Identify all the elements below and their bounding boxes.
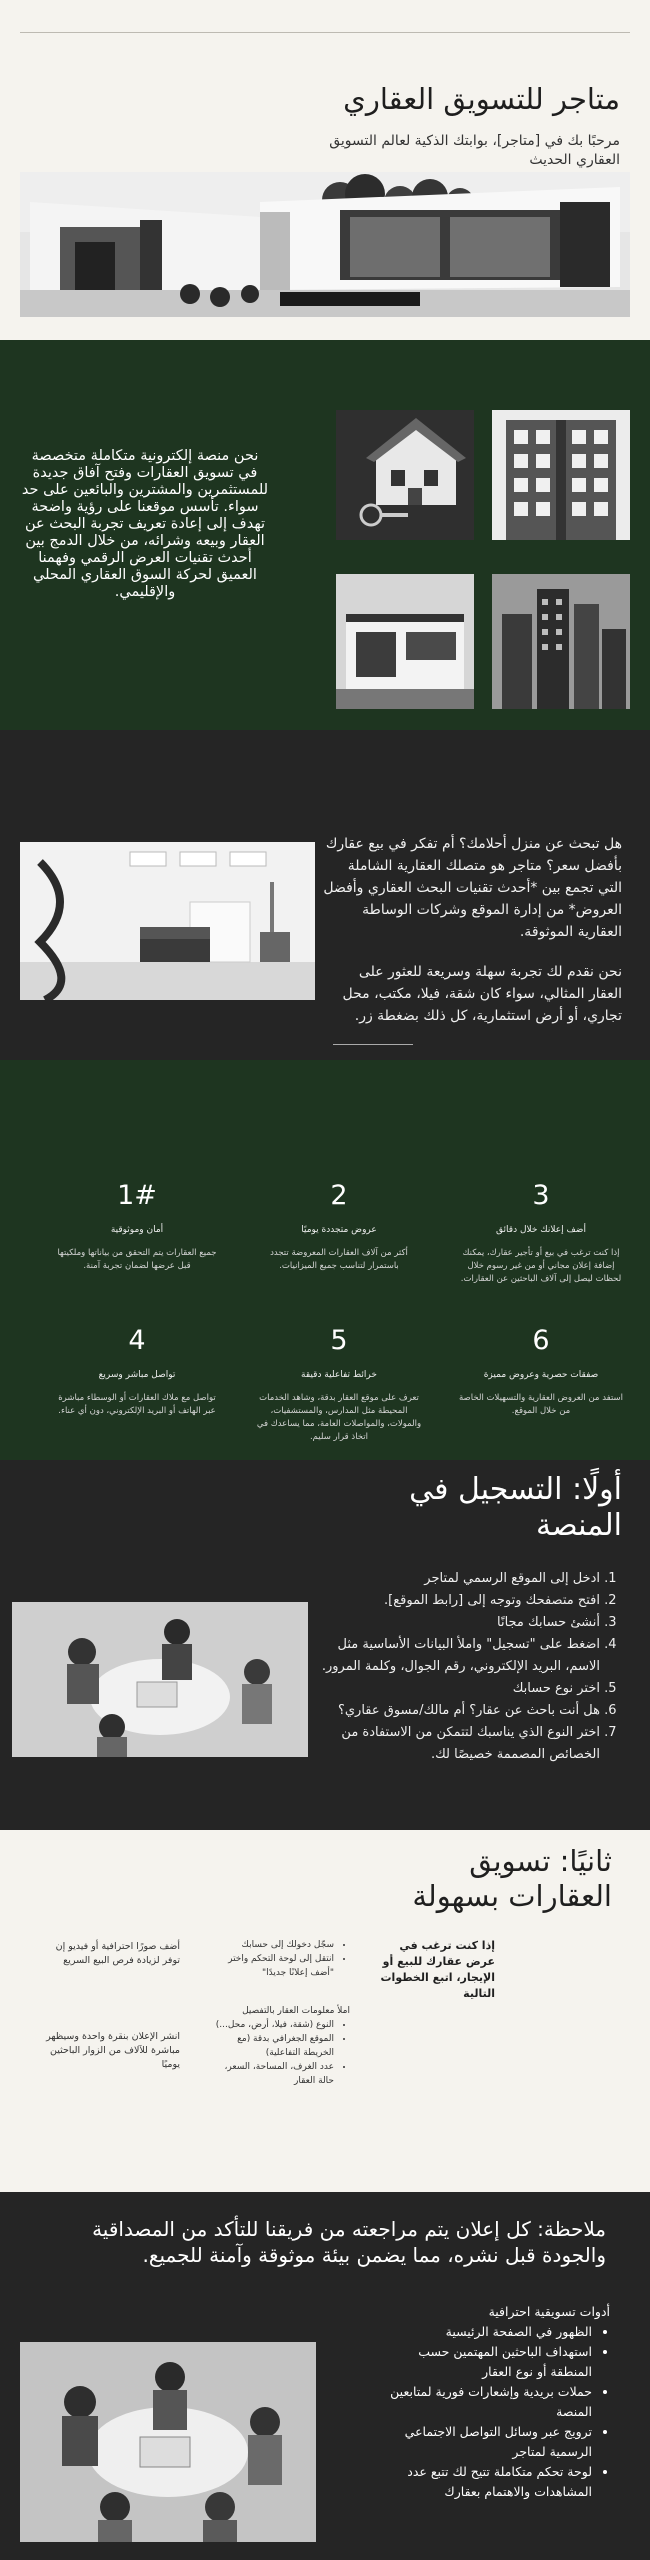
decorative-underline: [333, 1044, 413, 1045]
intro-text-block: [322, 833, 622, 1027]
feature-item: [52, 1325, 222, 1418]
house-keys-photo: [336, 410, 474, 540]
list-item: • انتقل إلى لوحة التحكم واختر "أضف إعلانًا جديدًا": [210, 1952, 334, 1980]
tools-title: أدوات تسويقية احترافية: [488, 2304, 610, 2319]
feature-number: 5: [330, 1325, 348, 1356]
list-item: • الظهور في الصفحة الرئيسية: [375, 2322, 592, 2342]
feature-item: [456, 1325, 626, 1418]
hero-subtitle: مرحبًا بك في [متاجر]، بوابتك الذكية لعالم التسويق العقاري الحديث: [329, 133, 620, 168]
feature-title: عروض متجددة يوميًا: [301, 1225, 377, 1235]
feature-description: أكثر من آلاف العقارات المعروضة تتجدد باستمرار لتناسب جميع الميزانيات.: [270, 1248, 408, 1271]
feature-title: صفقات حصرية وعروض مميزة: [483, 1370, 599, 1380]
feature-title: خرائط تفاعلية دقيقة: [301, 1370, 377, 1380]
living-room-photo: [20, 842, 315, 1000]
list-item: 6. هل أنت باحث عن عقار؟ أم مالك/مسوق عقاري؟: [316, 1700, 600, 1722]
feature-item: [456, 1180, 626, 1286]
feature-description: تعرف على موقع العقار بدقة، وشاهد الخدمات المحيطة مثل المدارس، والمستشفيات، والمولات، والمواصلات العامة، مما يساعدك في اتخاذ قرار سليم.: [256, 1393, 422, 1442]
tools-block: [375, 2302, 610, 2502]
page-title: متاجر للتسويق العقاري: [343, 82, 620, 116]
modern-villa-photo: [336, 574, 474, 709]
feature-description: جميع العقارات يتم التحقق من بياناتها وملكيتها قبل عرضها لضمان تجربة آمنة.: [57, 1248, 217, 1271]
list-item: • ترويج عبر وسائل التواصل الاجتماعي الرسمية لمتاجر: [375, 2422, 592, 2462]
list-item: • الموقع الجغرافي بدقة (مع الخريطة التفاعلية): [210, 2032, 334, 2060]
list-item: 5. اختر نوع حسابك: [316, 1678, 600, 1700]
list-item: 2. افتح متصفحك وتوجه إلى [رابط الموقع].: [316, 1590, 600, 1612]
photos-tip: أضف صورًا احترافية أو فيديو إن توفر لزيادة فرص البيع السريع: [55, 1941, 180, 1966]
registration-section: [0, 1460, 650, 1830]
intro-paragraph-1: هل تبحث عن منزل أحلامك؟ أم تفكر في بيع عقارك بأفضل سعر؟ متاجر هو متصلك العقارية الشاملة التي تجمع بين *أحدث تقنيات البحث العقاري وأفضل العروض* من إدارة الموقع وشركات الوساطة العقارية الموثوقة.: [323, 836, 622, 940]
feature-number: 4: [128, 1325, 146, 1356]
list-item: 4. اضغط على "تسجيل" واملأ البيانات الأساسية مثل الاسم، البريد الإلكتروني، رقم الجوال، وكلمة المرور.: [316, 1634, 600, 1678]
top-divider: [20, 32, 630, 33]
list-item: • حملات بريدية وإشعارات فورية لمتابعين المنصة: [375, 2382, 592, 2422]
details-heading: املأ معلومات العقار بالتفصيل: [242, 2006, 350, 2016]
feature-item: [254, 1325, 424, 1444]
marketing-title: ثانيًا: تسويق العقارات بسهولة: [412, 1844, 612, 1913]
list-item: 1. ادخل إلى الموقع الرسمي لمتاجر: [316, 1568, 600, 1590]
registration-steps: [316, 1568, 616, 1766]
note-section: [0, 2192, 650, 2560]
list-item: 3. أنشئ حسابك مجانًا: [316, 1612, 600, 1634]
list-item: • لوحة تحكم متكاملة تتيح لك تتبع عدد المشاهدات والاهتمام بعقارك: [375, 2462, 592, 2502]
feature-number: 3: [532, 1180, 550, 1211]
list-item: • عدد الغرف، المساحة، السعر، حالة العقار: [210, 2060, 334, 2088]
feature-item: [254, 1180, 424, 1273]
feature-title: تواصل مباشر وسريع: [98, 1370, 176, 1380]
list-item: • النوع (شقة، فيلا، أرض، محل...): [210, 2018, 334, 2032]
list-item: • سجّل دخولك إلى حسابك: [210, 1938, 334, 1952]
feature-description: استفد من العروض العقارية والتسهيلات الخاصة من خلال الموقع.: [459, 1393, 623, 1416]
feature-number: 6: [532, 1325, 550, 1356]
meeting-photo: [12, 1602, 308, 1757]
feature-description: تواصل مع ملاك العقارات أو الوسطاء مباشرة عبر الهاتف أو البريد الإلكتروني، دون أي عناء.: [58, 1393, 216, 1416]
feature-number: 1#: [117, 1180, 157, 1211]
intro-paragraph-2: نحن نقدم لك تجربة سهلة وسريعة للعثور على العقار المثالي، سواء كان شقة، فيلا، مكتب، محل تجاري، أو أرض استثمارية، كل ذلك بضغطة زر.: [342, 964, 622, 1024]
features-section: [0, 1060, 650, 1460]
registration-title: أولًا: التسجيل في المنصة: [409, 1472, 622, 1543]
city-towers-photo: [492, 574, 630, 709]
list-item: 7. اختر النوع الذي يناسبك لتتمكن من الاستفادة من الخصائص المصممة خصيصًا لك.: [316, 1722, 600, 1766]
publish-tip: انشر الإعلان بنقرة واحدة وسيظهر مباشرة للآلاف من الزوار الباحثين يوميًا: [46, 2031, 180, 2070]
feature-number: 2: [330, 1180, 348, 1211]
apartment-block-photo: [492, 410, 630, 540]
team-meeting-photo: [20, 2342, 316, 2542]
note-text: ملاحظة: كل إعلان يتم مراجعته من فريقنا للتأكد من المصداقية والجودة قبل نشره، مما يضمن بيئة موثوقة وآمنة للجميع.: [92, 2217, 606, 2267]
feature-item: [52, 1180, 222, 1273]
list-item: • استهداف الباحثين المهتمين حسب المنطقة أو نوع العقار: [375, 2342, 592, 2382]
feature-description: إذا كنت ترغب في بيع أو تأجير عقارك، يمكنك إضافة إعلان مجاني أو من غير رسوم خلال لحظات ليصل إلى آلاف الباحثين عن العقارات.: [460, 1248, 622, 1284]
feature-title: أضف إعلانك خلال دقائق: [496, 1225, 586, 1235]
intro-section: [0, 730, 650, 1060]
marketing-section: [0, 1830, 650, 2192]
marketing-steps-col: [210, 1938, 350, 2088]
feature-title: أمان وموثوقية: [110, 1225, 164, 1235]
about-section: [0, 340, 650, 730]
about-text: نحن منصة إلكترونية متكاملة متخصصة في تسويق العقارات وفتح آفاق جديدة للمستثمرين والمشترين والبائعين على حد سواء. تأسس موقعنا على رؤية واضحة تهدف إلى إعادة تعريف تجربة البحث عن العقار وبيعه وشرائه، من خلال الدمج بين أحدث تقنيات العرض الرقمي وفهمنا العميق لحركة السوق العقاري المحلي والإقليمي.: [21, 448, 269, 600]
hero-house-photo: [20, 172, 630, 317]
hero-section: [0, 0, 650, 340]
marketing-intro: إذا كنت ترغب في عرض عقارك للبيع أو الإيجار، اتبع الخطوات التالية: [380, 1939, 495, 2000]
